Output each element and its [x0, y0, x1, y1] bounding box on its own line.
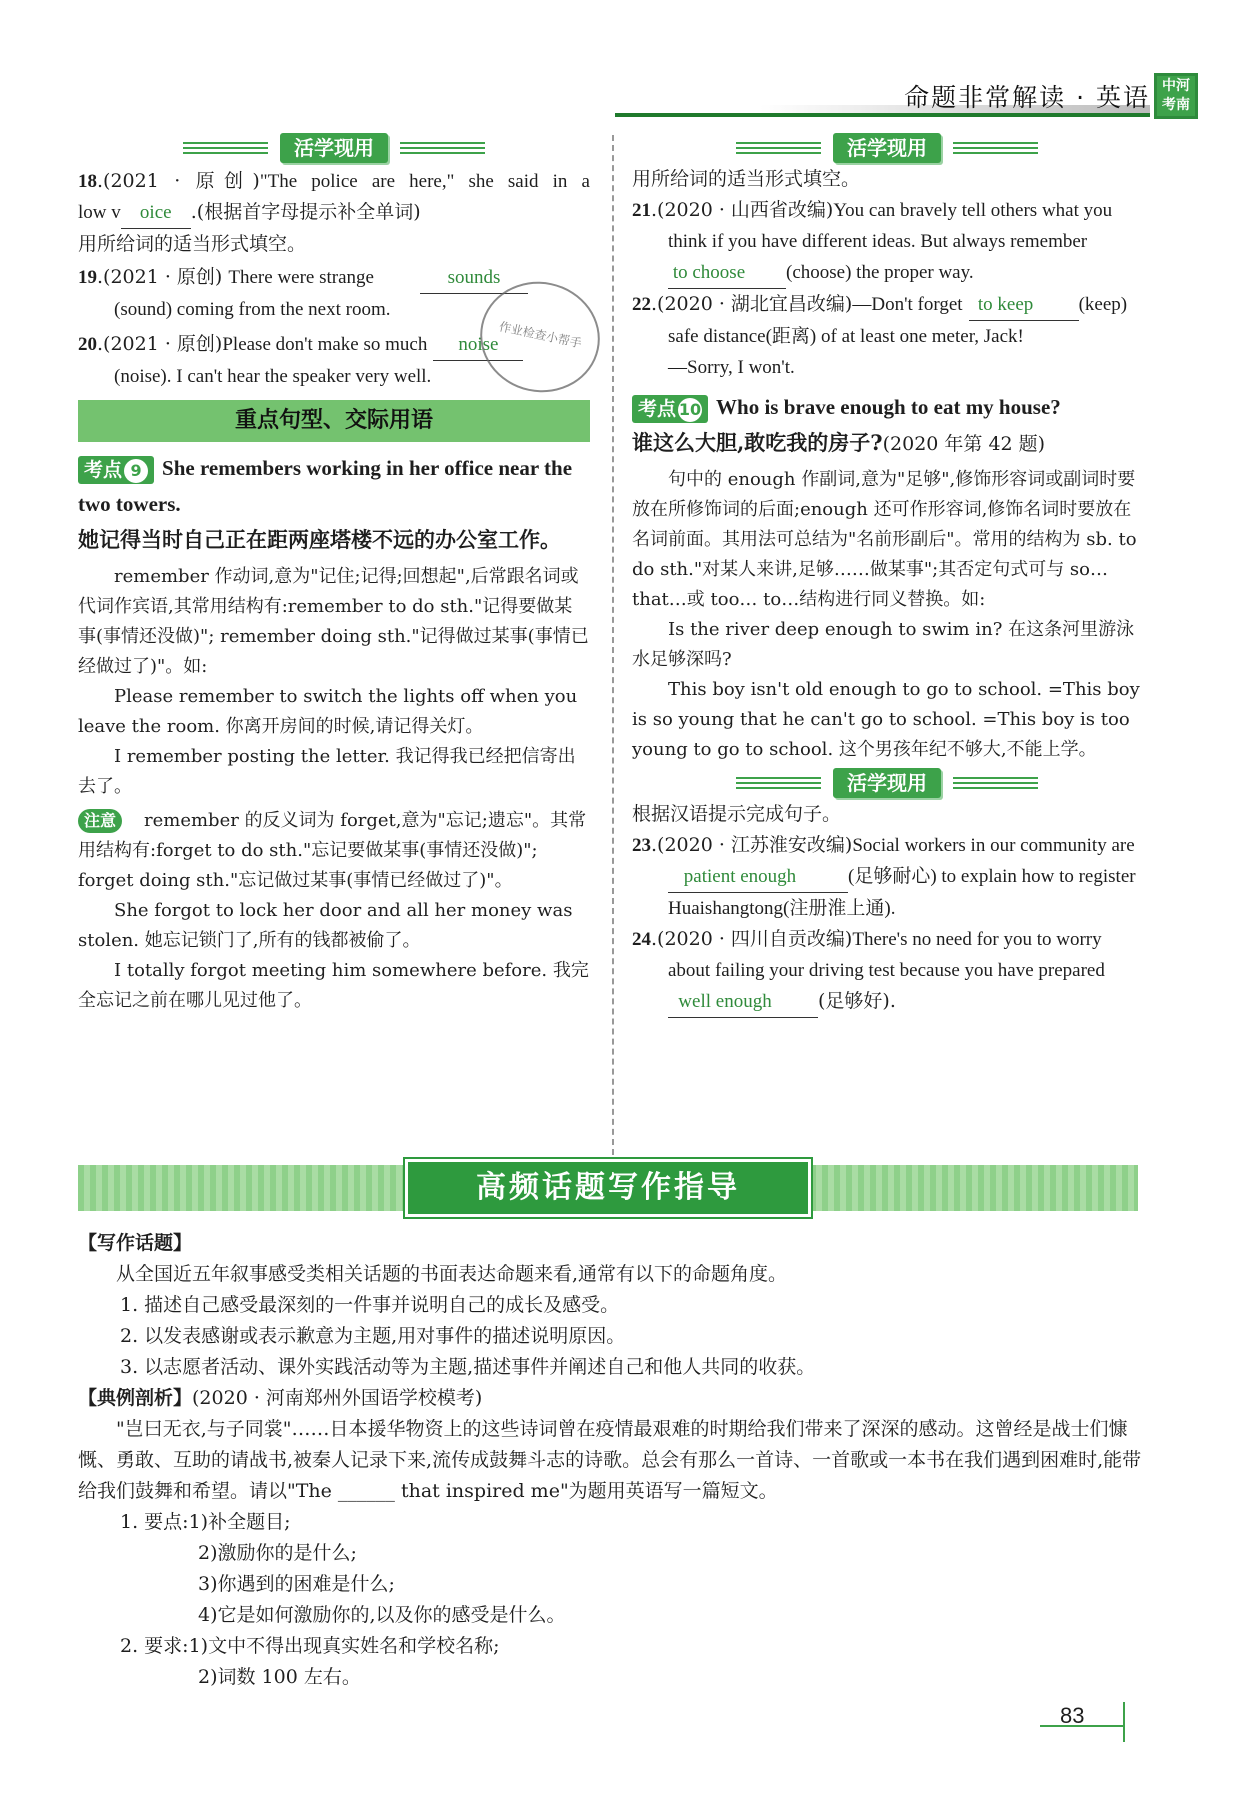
key-point-title-zh: 谁这么大胆,敢吃我的房子? — [632, 430, 883, 455]
practice-banner-left — [78, 132, 590, 164]
key-point-source: (2020 年第 42 题) — [882, 433, 1046, 455]
example-source: (2020 · 河南郑州外国语学校模考) — [192, 1387, 483, 1409]
page-number-rule — [1040, 1725, 1125, 1727]
key-point-tag: 考点 10 — [632, 395, 708, 423]
key-point-9 — [78, 450, 590, 522]
practice-label: 活学现用 — [280, 133, 388, 163]
banner-lines — [953, 142, 1038, 154]
topic-angle: 3. 以志愿者活动、课外实践活动等为主题,描述事件并阐述自己和他人共同的收获。 — [120, 1356, 816, 1378]
answer-18: oice — [121, 197, 191, 229]
question-18: 18.(2021 · 原创)"The police are here," she said in a — [78, 170, 590, 192]
answer-20: noise — [433, 329, 523, 361]
topic-heading: 【写作话题】 — [78, 1232, 193, 1254]
header-rule — [615, 113, 1150, 117]
practice-banner-right-2 — [632, 767, 1142, 799]
key-point-10 — [632, 389, 1142, 425]
section-bar: 重点句型、交际用语 — [78, 400, 590, 442]
brand-logo: 中河考南 — [1154, 73, 1198, 119]
key-point-title-zh: 她记得当时自己正在距两座塔楼不远的办公室工作。 — [78, 527, 561, 552]
question-23: 23.(2020 · 江苏淮安改编)Social workers in our community are patient enough (足够耐心) to explain how to register Huaishangtong(注册淮上通). — [632, 834, 1136, 919]
answer-21: to choose — [668, 257, 786, 289]
question-21: 21.(2020 · 山西省改编)You can bravely tell others what you think if you have different ideas. But always remember to choose (choose) the proper way. — [632, 195, 1142, 289]
left-column — [78, 132, 590, 1016]
page-number-tick — [1123, 1702, 1125, 1742]
key-point-title-en: Who is brave enough to eat my house? — [716, 395, 1061, 419]
practice-label: 活学现用 — [833, 768, 941, 798]
banner-lines — [400, 142, 485, 154]
question-22-reply: —Sorry, I won't. — [668, 357, 795, 378]
topic-intro: 从全国近五年叙事感受类相关话题的书面表达命题来看,通常有以下的命题角度。 — [116, 1263, 788, 1285]
example: Please remember to switch the lights off when you leave the room. 你离开房间的时候,请记得关灯。 — [78, 686, 578, 737]
requirements-line: 2. 要求:1)文中不得出现真实姓名和学校名称; — [120, 1635, 500, 1657]
example-text: "岂曰无衣,与子同裳"……日本援华物资上的这些诗词曾在疫情最艰难的时期给我们带来了深深的感动。这曾经是战士们慷慨、勇敢、互助的请战书,被秦人记录下来,流传成鼓舞斗志的诗歌。总会有那么一首诗、一首歌或一本书在我们遇到困难时,能带给我们鼓舞和希望。请以"The ______ that inspired me"为题用英语写一篇短文。 — [78, 1418, 1142, 1502]
explanation: 句中的 enough 作副词,意为"足够",修饰形容词或副词时要放在所修饰词的后面;enough 还可作形容词,修饰名词时要放在名词前面。其用法可总结为"名前形副后"。常用的结构为 sb. to do sth."对某人来讲,足够……做某事";其否定句式可与 so… that…或 too… to…结构进行同义替换。如: — [632, 469, 1137, 610]
example-heading-line — [78, 1383, 1148, 1414]
question-20-line2: (noise). I can't hear the speaker very well. — [114, 366, 432, 387]
page-number: 83 — [1060, 1703, 1085, 1728]
banner-lines — [953, 777, 1038, 789]
point-item: 3)你遇到的困难是什么; — [198, 1573, 395, 1595]
instruction: 用所给词的适当形式填空。 — [632, 168, 861, 190]
point-item: 2)激励你的是什么; — [198, 1542, 357, 1564]
example: I remember posting the letter. 我记得我已经把信寄出去了。 — [78, 746, 576, 797]
checker-stamp: 作业检查小帮手 — [470, 271, 610, 404]
key-point-title-en: She remembers working in her office near the two towers. — [78, 456, 573, 516]
topic-angle: 1. 描述自己感受最深刻的一件事并说明自己的成长及感受。 — [120, 1294, 620, 1316]
header-title: 命题非常解读 · 英语 — [904, 83, 1150, 112]
answer-23: patient enough — [668, 861, 848, 893]
answer-22: to keep — [969, 289, 1079, 321]
banner-lines — [736, 777, 821, 789]
explanation: remember 作动词,意为"记住;记得;回想起",后常跟名词或代词作宾语,其常用结构有:remember to do sth."记得要做某事(事情还没做)"; remember doing sth."记得做过某事(事情已经做过了)"。如: — [78, 566, 589, 677]
example: This boy isn't old enough to go to school. =This boy is so young that he can't go to school. =This boy is too young to go to school. 这个男孩年纪不够大,不能上学。 — [632, 679, 1140, 760]
points-line: 1. 要点:1)补全题目; — [120, 1511, 291, 1533]
requirement-item: 2)词数 100 左右。 — [198, 1666, 361, 1688]
key-point-tag: 考点 9 — [78, 456, 154, 484]
instruction: 根据汉语提示完成句子。 — [632, 803, 842, 825]
question-20: 20.(2021 · 原创)Please don't make so much noise — [78, 329, 590, 361]
example: Is the river deep enough to swim in? 在这条河里游泳水足够深吗? — [632, 619, 1135, 670]
key-point-title-line2 — [632, 425, 1142, 461]
question-19: 19.(2021 · 原创) There were strange sounds — [78, 262, 590, 294]
topic-angle: 2. 以发表感谢或表示歉意为主题,用对事件的描述说明原因。 — [120, 1325, 626, 1347]
question-19-line2: (sound) coming from the next room. — [114, 299, 391, 320]
practice-label: 活学现用 — [833, 133, 941, 163]
answer-19: sounds — [420, 262, 528, 294]
example: I totally forgot meeting him somewhere before. 我完全忘记之前在哪儿见过他了。 — [78, 960, 589, 1011]
note: 注意 remember 的反义词为 forget,意为"忘记;遗忘"。其常用结构有:forget to do sth."忘记要做某事(事情还没做)"; forget doing sth."忘记做过某事(事情已经做过了)"。 — [78, 810, 587, 891]
question-18-line2: low v oice .(根据首字母提示补全单词) — [78, 197, 590, 229]
banner-lines — [183, 142, 268, 154]
instruction: 用所给词的适当形式填空。 — [78, 233, 307, 255]
question-22: 22.(2020 · 湖北宜昌改编)—Don't forget to keep (keep) safe distance(距离) of at least one meter, Jack! — [632, 289, 1142, 352]
writing-section — [78, 1228, 1148, 1693]
answer-24: well enough — [668, 986, 818, 1018]
question-24: 24.(2020 · 四川自贡改编)There's no need for you to worry about failing your driving test because you have prepared well enough (足够好). — [632, 924, 1142, 1018]
practice-banner-right — [632, 132, 1142, 164]
example: She forgot to lock her door and all her money was stolen. 她忘记锁门了,所有的钱都被偷了。 — [78, 900, 573, 951]
point-item: 4)它是如何激励你的,以及你的感受是什么。 — [198, 1604, 566, 1626]
writing-banner: 高频话题写作指导 — [408, 1162, 808, 1214]
note-label: 注意 — [78, 809, 122, 833]
right-column — [632, 132, 1142, 1018]
example-heading: 【典例剖析】 — [78, 1387, 193, 1409]
column-divider — [612, 135, 614, 1155]
banner-lines — [736, 142, 821, 154]
